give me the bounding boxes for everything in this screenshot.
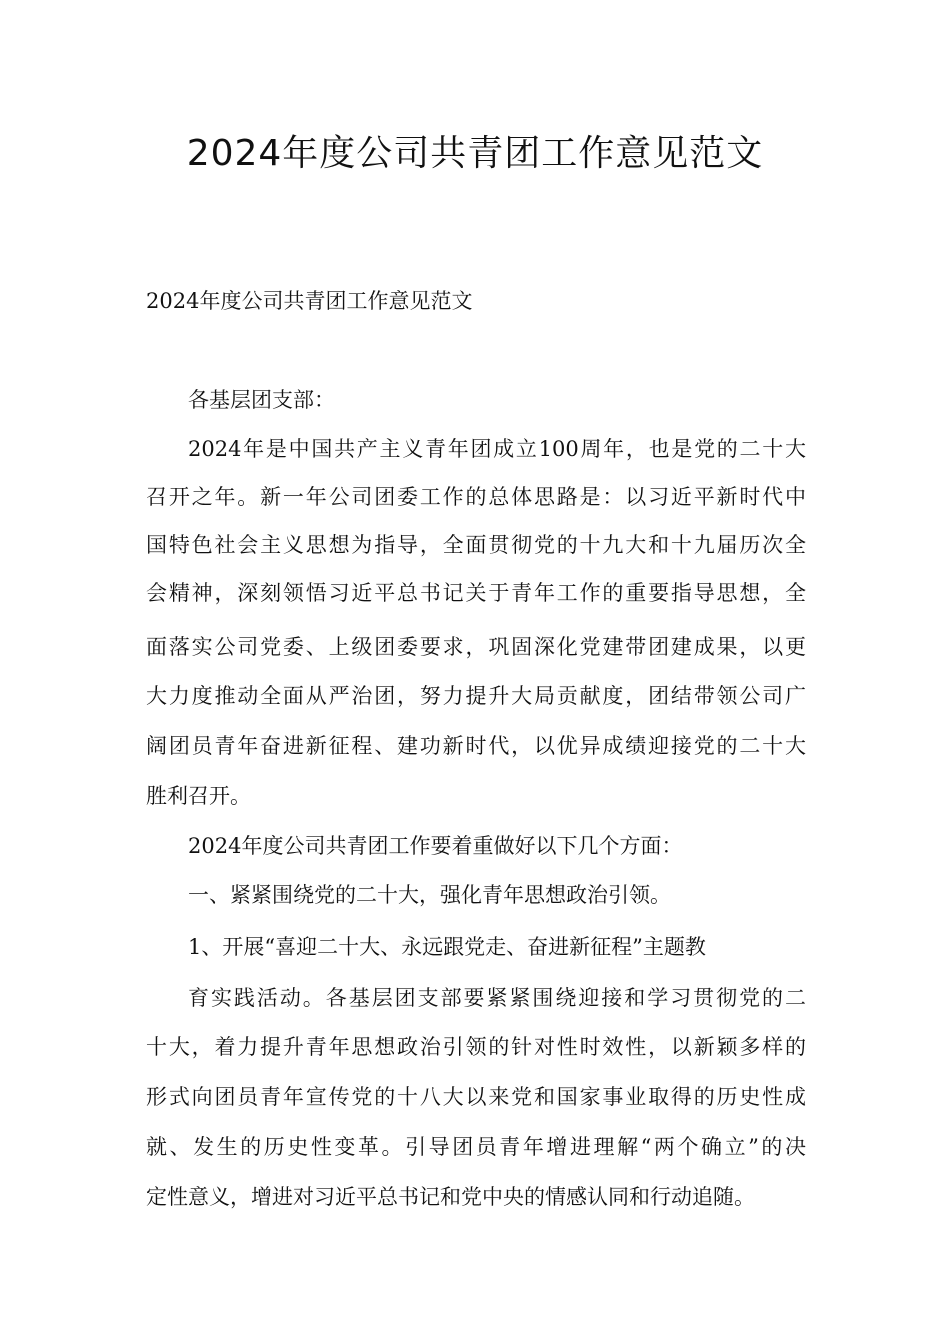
paragraph-line: 面落实公司党委、上级团委要求，巩固深化党建带团建成果，以更	[146, 635, 806, 659]
paragraph-line: 国特色社会主义思想为指导，全面贯彻党的十九大和十九届历次全	[146, 533, 806, 557]
subsection-heading: 1、开展“喜迎二十大、永远跟党走、奋进新征程”主题教	[188, 935, 706, 959]
salutation: 各基层团支部：	[188, 388, 335, 412]
document-subtitle: 2024年度公司共青团工作意见范文	[146, 289, 473, 313]
paragraph-line: 形式向团员青年宣传党的十八大以来党和国家事业取得的历史性成	[146, 1085, 806, 1109]
paragraph-line: 2024年是中国共产主义青年团成立100周年，也是党的二十大	[188, 437, 806, 461]
paragraph-line: 2024年度公司共青团工作要着重做好以下几个方面：	[188, 834, 683, 858]
paragraph-line: 大力度推动全面从严治团，努力提升大局贡献度，团结带领公司广	[146, 684, 806, 708]
paragraph-line: 会精神，深刻领悟习近平总书记关于青年工作的重要指导思想，全	[146, 581, 806, 605]
paragraph-line: 阔团员青年奋进新征程、建功新时代，以优异成绩迎接党的二十大	[146, 734, 806, 758]
document-title: 2024年度公司共青团工作意见范文	[186, 133, 764, 174]
section-heading: 一、紧紧围绕党的二十大，强化青年思想政治引领。	[188, 883, 671, 907]
paragraph-line: 就、发生的历史性变革。引导团员青年增进理解“两个确立”的决	[146, 1135, 806, 1159]
paragraph-line: 召开之年。新一年公司团委工作的总体思路是：以习近平新时代中	[146, 485, 806, 509]
paragraph-line: 十大，着力提升青年思想政治引领的针对性时效性，以新颖多样的	[146, 1035, 806, 1059]
paragraph-line: 胜利召开。	[146, 784, 251, 808]
paragraph-line: 定性意义，增进对习近平总书记和党中央的情感认同和行动追随。	[146, 1185, 755, 1209]
paragraph-line: 育实践活动。各基层团支部要紧紧围绕迎接和学习贯彻党的二	[188, 986, 806, 1010]
